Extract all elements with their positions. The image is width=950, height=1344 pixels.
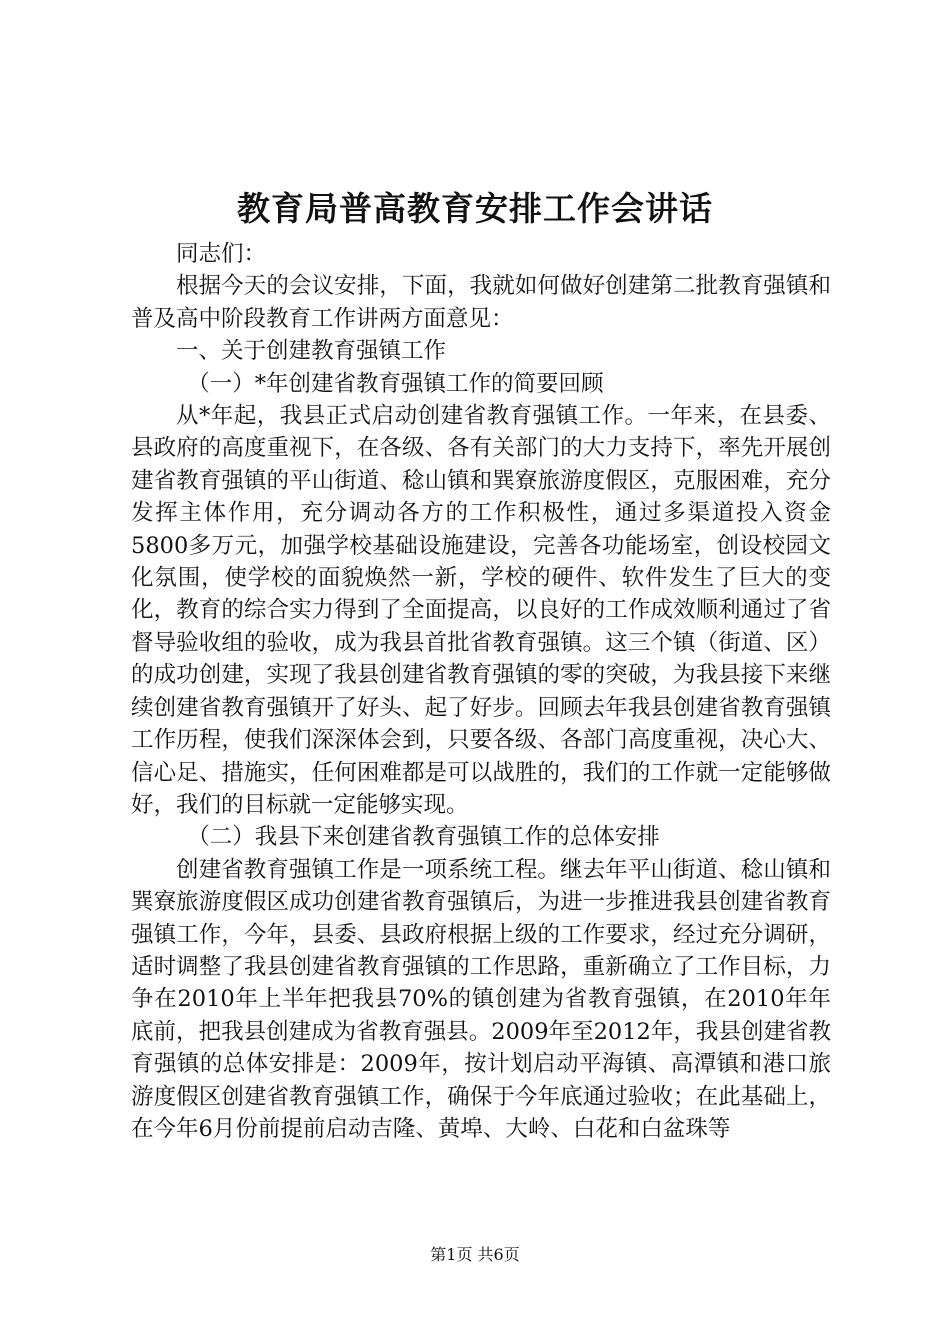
paragraph-intro: 根据今天的会议安排，下面，我就如何做好创建第二批教育强镇和普及高中阶段教育工作讲两方面意见： — [131, 273, 831, 332]
subsection-heading-1: （一）*年创建省教育强镇工作的简要回顾 — [187, 370, 604, 397]
document-title: 教育局普高教育安排工作会讲话 — [237, 189, 713, 228]
subsection-heading-2: （二）我县下来创建省教育强镇工作的总体安排 — [187, 824, 660, 851]
paragraph-review: 从*年起，我县正式启动创建省教育强镇工作。一年来，在县委、县政府的高度重视下，在各级、各有关部门的大力支持下，率先开展创建省教育强镇的平山街道、稔山镇和巽寮旅游度假区，克服困难，充分发挥主体作用，充分调动各方的工作积极性，通过多渠道投入资金5800多万元，加强学校基础设施建设，完善各功能场室，创设校园文化氛围，使学校的面貌焕然一新，学校的硬件、软件发生了巨大的变化，教育的综合实力得到了全面提高，以良好的工作成效顺利通过了省督导验收组的验收，成为我县首批省教育强镇。这三个镇（街道、区）的成功创建，实现了我县创建省教育强镇的零的突破，为我县接下来继续创建省教育强镇开了好头、起了好步。回顾去年我县创建省教育强镇工作历程，使我们深深体会到，只要各级、各部门高度重视，决心大、信心足、措施实，任何困难都是可以战胜的，我们的工作就一定能够做好，我们的目标就一定能够实现。 — [131, 403, 831, 818]
page-footer: 第1页 共6页 — [430, 1245, 520, 1264]
document-body — [131, 238, 831, 1145]
paragraph-plan: 创建省教育强镇工作是一项系统工程。继去年平山街道、稔山镇和巽寮旅游度假区成功创建省教育强镇后，为进一步推进我县创建省教育强镇工作，今年，县委、县政府根据上级的工作要求，经过充分调研，适时调整了我县创建省教育强镇的工作思路，重新确立了工作目标，力争在2010年上半年把我县70%的镇创建为省教育强镇，在2010年年底前，把我县创建成为省教育强县。2009年至2012年，我县创建省教育强镇的总体安排是：2009年，按计划启动平海镇、高潭镇和港口旅游度假区创建省教育强镇工作，确保于今年底通过验收；在此基础上，在今年6月份前提前启动吉隆、黄埠、大岭、白花和白盆珠等 — [131, 856, 831, 1142]
section-heading-1: 一、关于创建教育强镇工作 — [176, 338, 447, 365]
paragraph-salutation: 同志们： — [176, 241, 267, 267]
